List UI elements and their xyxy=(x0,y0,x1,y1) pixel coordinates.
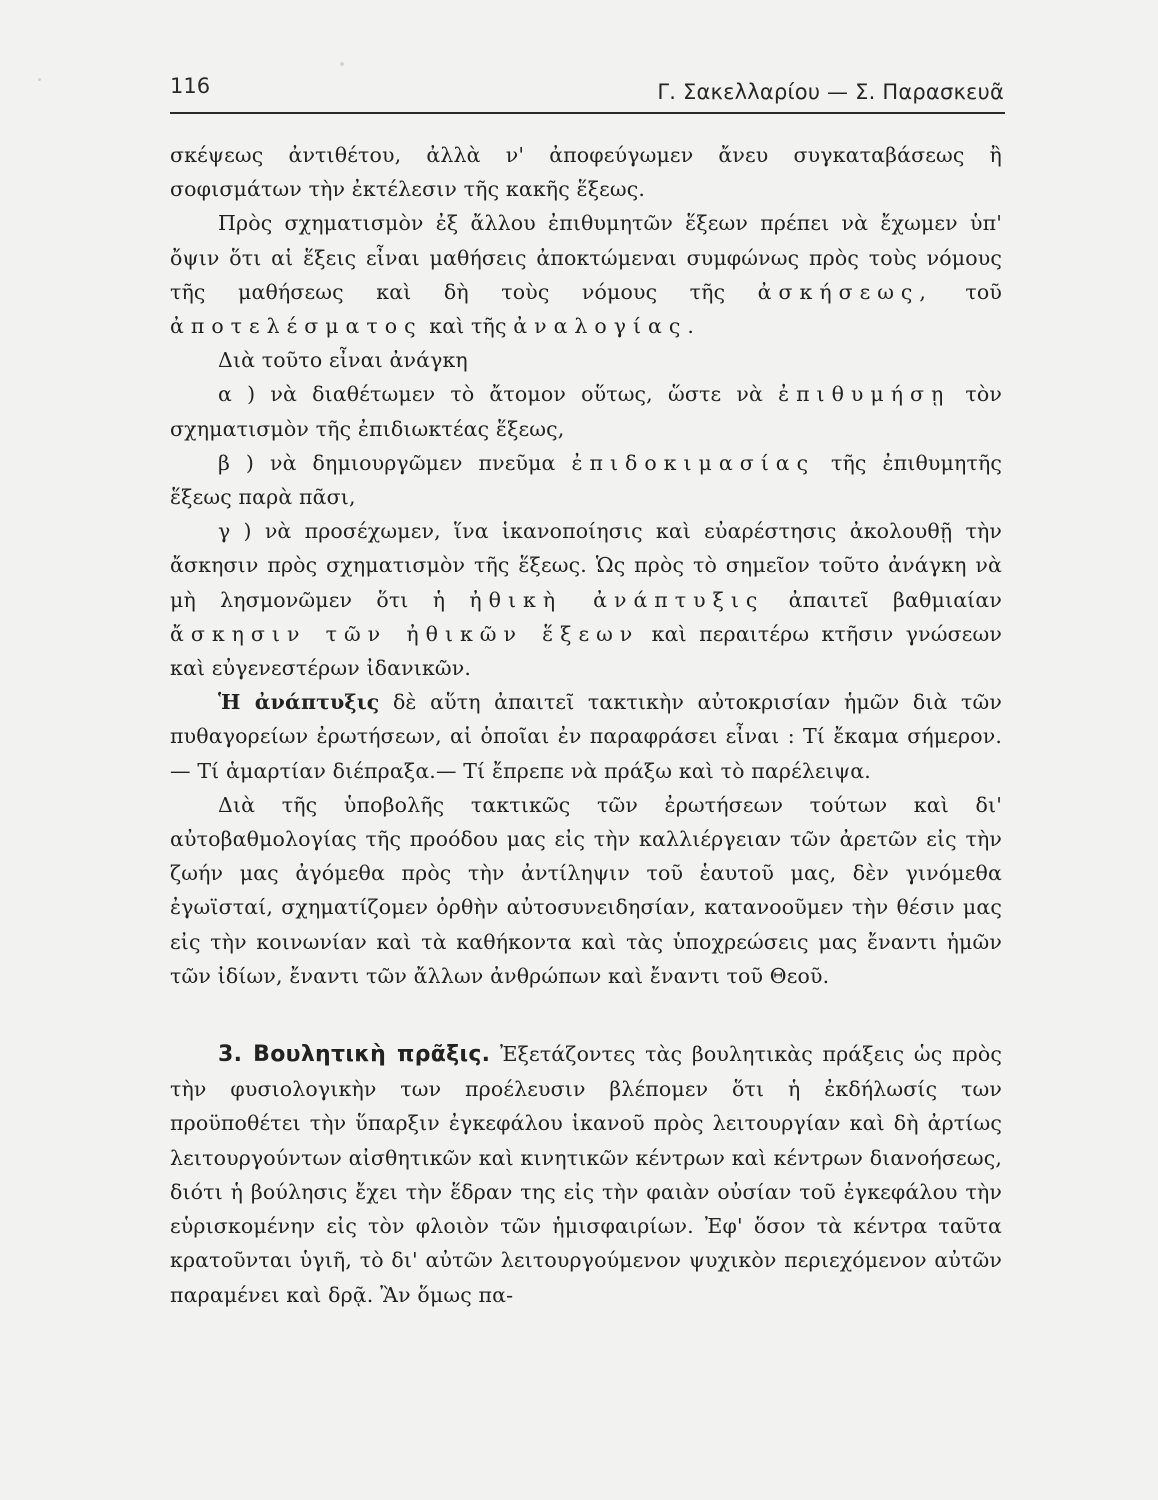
paragraph-necessity xyxy=(170,343,1002,377)
scan-speck xyxy=(340,62,344,66)
list-item-a xyxy=(170,377,1002,445)
bold-lead: Ἡ ἀνάπτυξις xyxy=(218,690,380,715)
paragraph-text: Διὰ τῆς ὑποβολῆς τακτικῶς τῶν ἐρωτήσεων τούτων καὶ δι' αὐτοβαθμολογίας τῆς προόδου μας εἰς τὴν καλλιέργειαν τῶν ἀρετῶν εἰς τὴν ζωήν μας ἀγόμεθα πρὸς τὴν ἀντίληψιν τοῦ ἑαυτοῦ μας, δὲν γινόμεθα ἐγωϊσταί, σχηματίζομεν ὀρθὴν αὐτοσυνειδησίαν, κατανοοῦμεν τὴν θέσιν μας εἰς τὴν κοινωνίαν καὶ τὰ καθήκοντα καὶ τὰς ὑποχρεώσεις μας ἔναντι ἡμῶν τῶν ἰδίων, ἔναντι τῶν ἄλλων ἀνθρώπων καὶ ἔναντι τοῦ Θεοῦ. xyxy=(170,792,1002,988)
list-item-text: ἀπαιτεῖ βαθμιαίαν xyxy=(788,587,1002,612)
list-item-text: β ) νὰ δημιουργῶμεν πνεῦμα xyxy=(218,450,556,475)
emphasis-askiseos: ἀσκήσεως, xyxy=(757,279,933,304)
emphasis-apotelesmatos: ἀποτελέσματος xyxy=(170,314,423,339)
paragraph-continuation xyxy=(170,138,1002,206)
paragraph-text: Πρὸς σχηματισμὸν ἐξ ἄλλου ἐπιθυμητῶν ἕξεων πρέπει νὰ ἔχωμεν ὑπ' ὄψιν ὅτι αἱ ἕξεις εἶναι μαθήσεις ἀποκτώμεναι συμφώνως πρὸς τοὺς νόμους τῆς μαθήσεως καὶ δὴ τοὺς νόμους τῆς xyxy=(170,211,1002,304)
body-text xyxy=(170,138,1002,1312)
page-header xyxy=(170,72,1006,112)
paragraph-self-criticism xyxy=(170,685,1002,788)
list-item-text: καὶ περαιτέρω κτῆσιν γνώσεων καὶ εὐγενεστέρων ἰδανικῶν. xyxy=(170,621,1002,681)
paragraph-text: καὶ τῆς xyxy=(429,314,507,339)
paragraph-text: σκέψεως ἀντιθέτου, ἀλλὰ ν' ἀποφεύγωμεν ἄνευ συγκαταβάσεως ἢ σοφισμάτων τὴν ἐκτέλεσιν τῆς κακῆς ἕξεως. xyxy=(170,143,1002,202)
paragraph-text: Διὰ τοῦτο εἶναι ἀνάγκη xyxy=(218,348,468,373)
paragraph-text: τοῦ xyxy=(965,279,1002,304)
page-number: 116 xyxy=(170,74,211,98)
scan-speck xyxy=(38,78,41,81)
section-text: Ἐξετάζοντες τὰς βουλητικὰς πράξεις ὡς πρὸς τὴν φυσιολογικὴν των προέλευσιν βλέπομεν ὅτι ἡ ἐκδήλωσίς των προϋποθέτει τὴν ὕπαρξιν ἐγκεφάλου ἱκανοῦ πρὸς λειτουργίαν καὶ δὴ ἀρτίως λειτουργούντων αἰσθητικῶν καὶ κινητικῶν κέντρων καὶ κέντρων διανοήσεως, διότι ἡ βούλησις ἔχει τὴν ἕδραν της εἰς τὴν φαιὰν οὐσίαν τοῦ ἐγκεφάλου τὴν εὑρισκομένην εἰς τὸν φλοιὸν τῶν ἡμισφαιρίων. Ἐφ' ὅσον τὰ κέντρα ταῦτα κρατοῦνται ὑγιῆ, τὸ δι' αὐτῶν λειτουργούμενον ψυχικὸν περιεχόμενον αὐτῶν παραμένει καὶ δρᾷ. Ἂν ὅμως πα- xyxy=(170,1042,1002,1307)
paragraph-habit-formation xyxy=(170,206,1002,343)
list-item-text: τῆς ἐπιθυμητῆς ἕξεως παρὰ πᾶσι, xyxy=(170,450,1003,510)
emphasis-analogias: ἀναλογίας. xyxy=(513,314,701,339)
emphasis-epidokimasias: ἐπιδοκιμασίας xyxy=(571,450,816,475)
paragraph-self-evaluation xyxy=(170,788,1002,993)
list-item-b xyxy=(170,446,1002,514)
running-head: Γ. Σακελλαρίου — Σ. Παρασκευᾶ xyxy=(657,80,1004,104)
emphasis-ithiki-anaptyxis: ἠθικὴ ἀνάπτυξις xyxy=(469,587,765,612)
emphasis-askisin-ithikon-exeon: ἄσκησιν τῶν ἠθικῶν ἕξεων xyxy=(170,621,640,646)
section-heading: 3. Βουλητικὴ πρᾶξις. xyxy=(218,1042,491,1068)
paragraph-text: δὲ αὕτη ἀπαιτεῖ τακτικὴν αὐτοκρισίαν ἡμῶν διὰ τῶν πυθαγορείων ἐρωτήσεων, αἱ ὁποῖαι ἐν παραφράσει εἶναι : Τί ἔκαμα σήμερον.— Τί ἁμαρτίαν διέπραξα.— Τί ἔπρεπε νὰ πράξω καὶ τὸ παρέλειψα. xyxy=(170,690,1003,783)
list-item-c xyxy=(170,514,1002,685)
section-3 xyxy=(170,1037,1002,1312)
emphasis-epithymisi: ἐπιθυμήσῃ xyxy=(778,382,951,407)
list-item-text: τὸν σχηματισμὸν τῆς ἐπιδιωκτέας ἕξεως, xyxy=(170,382,1003,441)
header-rule xyxy=(170,112,1005,114)
list-item-text: α ) νὰ διαθέτωμεν τὸ ἄτομον οὕτως, ὥστε νὰ xyxy=(218,382,763,407)
list-item-text: γ ) νὰ προσέχωμεν, ἵνα ἱκανοποίησις καὶ εὐαρέστησις ἀκολουθῇ τὴν ἄσκησιν πρὸς σχηματισμὸν τῆς ἕξεως. Ὡς πρὸς τὸ σημεῖον τοῦτο ἀνάγκη νὰ μὴ λησμονῶμεν ὅτι ἡ xyxy=(170,519,1002,612)
